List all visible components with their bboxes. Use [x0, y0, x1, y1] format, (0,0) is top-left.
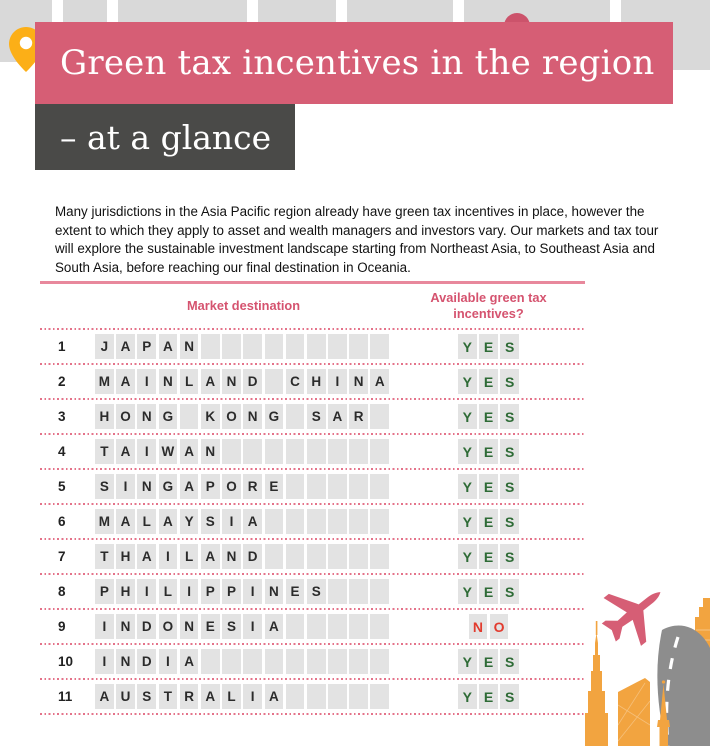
destination-tiles — [95, 369, 392, 394]
letter-tile — [370, 579, 389, 604]
answer-tiles — [392, 579, 585, 604]
letter-tile: A — [328, 404, 347, 429]
destination-tiles — [95, 334, 392, 359]
destination-tiles — [95, 649, 392, 674]
letter-tile: N — [243, 404, 262, 429]
title-banner — [35, 22, 673, 104]
letter-tile: N — [265, 579, 284, 604]
letter-tile: I — [159, 649, 178, 674]
table-row — [40, 470, 585, 503]
letter-tile — [349, 439, 368, 464]
letter-tile — [222, 439, 241, 464]
answer-letter-tile: S — [500, 369, 519, 394]
letter-tile: N — [137, 474, 156, 499]
row-divider — [40, 713, 585, 715]
answer-letter-tile: Y — [458, 544, 477, 569]
destination-tiles — [95, 509, 392, 534]
letter-tile: I — [222, 509, 241, 534]
answer-letter-tile: N — [469, 614, 488, 639]
letter-tile: R — [349, 404, 368, 429]
answer-letter-tile: S — [500, 509, 519, 534]
letter-tile: D — [243, 369, 262, 394]
destination-tiles — [95, 544, 392, 569]
letter-tile: N — [222, 544, 241, 569]
letter-tile: L — [159, 579, 178, 604]
letter-tile: A — [180, 474, 199, 499]
letter-tile: N — [180, 614, 199, 639]
letter-tile — [243, 439, 262, 464]
letter-tile — [349, 334, 368, 359]
letter-tile: I — [180, 579, 199, 604]
answer-tiles — [392, 474, 585, 499]
letter-tile: I — [137, 579, 156, 604]
letter-tile: I — [137, 369, 156, 394]
letter-tile: N — [349, 369, 368, 394]
letter-tile: A — [243, 509, 262, 534]
letter-tile: N — [222, 369, 241, 394]
letter-tile: A — [159, 334, 178, 359]
letter-tile: N — [116, 614, 135, 639]
letter-tile — [349, 649, 368, 674]
row-number: 10 — [58, 654, 74, 669]
letter-tile — [349, 474, 368, 499]
letter-tile — [328, 579, 347, 604]
answer-tiles — [392, 404, 585, 429]
letter-tile — [286, 474, 305, 499]
letter-tile — [222, 649, 241, 674]
table-row — [40, 365, 585, 398]
letter-tile — [328, 509, 347, 534]
letter-tile — [328, 544, 347, 569]
letter-tile: I — [116, 474, 135, 499]
letter-tile: I — [95, 614, 114, 639]
letter-tile — [307, 614, 326, 639]
row-number: 1 — [58, 339, 66, 354]
table-row — [40, 540, 585, 573]
answer-letter-tile: Y — [458, 579, 477, 604]
letter-tile — [370, 509, 389, 534]
row-number: 9 — [58, 619, 66, 634]
letter-tile — [201, 334, 220, 359]
answer-letter-tile: S — [500, 474, 519, 499]
destination-tiles — [95, 474, 392, 499]
answer-letter-tile: Y — [458, 684, 477, 709]
letter-tile — [307, 509, 326, 534]
letter-tile: T — [95, 439, 114, 464]
answer-letter-tile: E — [479, 474, 498, 499]
letter-tile: H — [116, 579, 135, 604]
intro-text: Many jurisdictions in the Asia Pacific region already have green tax incentives in place, however the extent to which they apply to asset and wealth managers and investors vary. Our markets and tax tour will explore the sustainable investment landscape starting from Northeast Asia, to Southeast Asia and South Asia, before reaching our final destination in Oceania. — [55, 204, 659, 275]
table-row — [40, 680, 585, 713]
letter-tile: N — [159, 369, 178, 394]
letter-tile: P — [201, 474, 220, 499]
city-skyline-graphic — [585, 621, 670, 746]
letter-tile — [328, 439, 347, 464]
page-title: Green tax incentives in the region — [60, 43, 655, 83]
letter-tile: A — [95, 684, 114, 709]
answer-letter-tile: Y — [458, 509, 477, 534]
destination-tiles — [95, 579, 392, 604]
answer-letter-tile: S — [500, 544, 519, 569]
answer-letter-tile: S — [500, 684, 519, 709]
letter-tile — [286, 649, 305, 674]
letter-tile: A — [116, 509, 135, 534]
letter-tile: P — [222, 579, 241, 604]
answer-letter-tile: E — [479, 334, 498, 359]
letter-tile — [243, 649, 262, 674]
letter-tile — [286, 334, 305, 359]
answer-letter-tile: S — [500, 649, 519, 674]
letter-tile: N — [116, 649, 135, 674]
table-row — [40, 330, 585, 363]
letter-tile: A — [116, 334, 135, 359]
letter-tile — [286, 544, 305, 569]
letter-tile — [349, 614, 368, 639]
letter-tile: H — [307, 369, 326, 394]
row-number: 2 — [58, 374, 66, 389]
letter-tile: O — [116, 404, 135, 429]
answer-letter-tile: E — [479, 439, 498, 464]
letter-tile: A — [180, 439, 199, 464]
letter-tile — [328, 614, 347, 639]
table-row — [40, 610, 585, 643]
letter-tile: E — [265, 474, 284, 499]
answer-tiles — [392, 509, 585, 534]
letter-tile — [370, 614, 389, 639]
table-row — [40, 400, 585, 433]
letter-tile: R — [243, 474, 262, 499]
answer-letter-tile: E — [479, 369, 498, 394]
letter-tile: H — [95, 404, 114, 429]
letter-tile: P — [137, 334, 156, 359]
row-number: 7 — [58, 549, 66, 564]
letter-tile — [265, 544, 284, 569]
letter-tile — [349, 544, 368, 569]
letter-tile — [286, 439, 305, 464]
letter-tile: I — [243, 614, 262, 639]
letter-tile: U — [116, 684, 135, 709]
answer-tiles — [392, 649, 585, 674]
letter-tile — [328, 474, 347, 499]
table-header-row — [40, 284, 585, 328]
letter-tile: I — [243, 579, 262, 604]
row-number: 3 — [58, 409, 66, 424]
letter-tile: L — [222, 684, 241, 709]
letter-tile — [307, 684, 326, 709]
letter-tile: N — [201, 439, 220, 464]
letter-tile: D — [137, 649, 156, 674]
answer-letter-tile: E — [479, 404, 498, 429]
letter-tile — [265, 334, 284, 359]
letter-tile: S — [307, 579, 326, 604]
letter-tile — [286, 404, 305, 429]
answer-letter-tile: Y — [458, 439, 477, 464]
letter-tile: P — [95, 579, 114, 604]
letter-tile: P — [201, 579, 220, 604]
letter-tile: N — [180, 334, 199, 359]
letter-tile: G — [265, 404, 284, 429]
letter-tile: T — [159, 684, 178, 709]
letter-tile: R — [180, 684, 199, 709]
corner-art — [575, 555, 710, 746]
letter-tile — [370, 474, 389, 499]
answer-tiles — [392, 369, 585, 394]
answer-letter-tile: Y — [458, 334, 477, 359]
table-row — [40, 645, 585, 678]
letter-tile: A — [265, 614, 284, 639]
letter-tile: A — [201, 369, 220, 394]
letter-tile: A — [116, 369, 135, 394]
letter-tile — [265, 509, 284, 534]
table-row — [40, 505, 585, 538]
letter-tile: A — [116, 439, 135, 464]
letter-tile — [265, 369, 284, 394]
table-row — [40, 435, 585, 468]
letter-tile — [370, 649, 389, 674]
market-table — [40, 281, 585, 715]
answer-letter-tile: E — [479, 544, 498, 569]
answer-letter-tile: E — [479, 649, 498, 674]
letter-tile — [307, 544, 326, 569]
destination-tiles — [95, 684, 392, 709]
letter-tile: I — [328, 369, 347, 394]
letter-tile: E — [286, 579, 305, 604]
market-table-body — [40, 330, 585, 715]
answer-letter-tile: Y — [458, 649, 477, 674]
letter-tile — [328, 649, 347, 674]
letter-tile: D — [137, 614, 156, 639]
letter-tile: I — [95, 649, 114, 674]
answer-letter-tile: Y — [458, 474, 477, 499]
letter-tile: I — [243, 684, 262, 709]
answer-tiles — [392, 544, 585, 569]
answer-letter-tile: E — [479, 579, 498, 604]
letter-tile: L — [180, 544, 199, 569]
answer-letter-tile: Y — [458, 404, 477, 429]
letter-tile — [243, 334, 262, 359]
row-number: 11 — [58, 689, 73, 704]
letter-tile: W — [159, 439, 178, 464]
letter-tile: O — [159, 614, 178, 639]
letter-tile — [222, 334, 241, 359]
letter-tile: S — [222, 614, 241, 639]
letter-tile: A — [201, 544, 220, 569]
letter-tile — [370, 684, 389, 709]
letter-tile — [349, 579, 368, 604]
letter-tile — [370, 334, 389, 359]
letter-tile: I — [137, 439, 156, 464]
letter-tile: N — [137, 404, 156, 429]
letter-tile: S — [307, 404, 326, 429]
letter-tile — [328, 684, 347, 709]
letter-tile — [370, 544, 389, 569]
letter-tile — [180, 404, 199, 429]
column-header-incentives: Available green tax incentives? — [430, 290, 547, 321]
answer-letter-tile: E — [479, 684, 498, 709]
answer-letter-tile: S — [500, 579, 519, 604]
letter-tile — [349, 684, 368, 709]
letter-tile — [265, 439, 284, 464]
letter-tile — [201, 649, 220, 674]
letter-tile: D — [243, 544, 262, 569]
letter-tile: A — [265, 684, 284, 709]
letter-tile — [286, 684, 305, 709]
letter-tile: S — [95, 474, 114, 499]
row-number: 4 — [58, 444, 66, 459]
letter-tile: M — [95, 509, 114, 534]
letter-tile: S — [201, 509, 220, 534]
letter-tile: G — [159, 404, 178, 429]
subtitle-banner — [35, 104, 295, 170]
letter-tile: L — [180, 369, 199, 394]
destination-tiles — [95, 404, 392, 429]
answer-letter-tile: S — [500, 334, 519, 359]
table-row — [40, 575, 585, 608]
answer-tiles — [392, 334, 585, 359]
answer-letter-tile: O — [490, 614, 509, 639]
answer-tiles — [392, 614, 585, 639]
letter-tile: A — [370, 369, 389, 394]
letter-tile — [307, 474, 326, 499]
letter-tile — [307, 649, 326, 674]
letter-tile — [265, 649, 284, 674]
letter-tile: T — [95, 544, 114, 569]
letter-tile: L — [137, 509, 156, 534]
letter-tile — [307, 439, 326, 464]
letter-tile: O — [222, 474, 241, 499]
letter-tile — [307, 334, 326, 359]
row-number: 8 — [58, 584, 66, 599]
letter-tile: M — [95, 369, 114, 394]
row-number: 6 — [58, 514, 66, 529]
letter-tile: A — [159, 509, 178, 534]
letter-tile — [349, 509, 368, 534]
answer-letter-tile: S — [500, 404, 519, 429]
page-subtitle: – at a glance — [60, 117, 272, 157]
letter-tile: G — [159, 474, 178, 499]
letter-tile: Y — [180, 509, 199, 534]
letter-tile: A — [201, 684, 220, 709]
letter-tile — [328, 334, 347, 359]
letter-tile: K — [201, 404, 220, 429]
letter-tile — [370, 404, 389, 429]
destination-tiles — [95, 614, 392, 639]
letter-tile: H — [116, 544, 135, 569]
column-header-destination: Market destination — [186, 298, 301, 313]
letter-tile: C — [286, 369, 305, 394]
answer-tiles — [392, 684, 585, 709]
letter-tile: A — [137, 544, 156, 569]
letter-tile — [370, 439, 389, 464]
letter-tile: O — [222, 404, 241, 429]
letter-tile: S — [137, 684, 156, 709]
letter-tile: E — [201, 614, 220, 639]
answer-letter-tile: Y — [458, 369, 477, 394]
answer-letter-tile: S — [500, 439, 519, 464]
letter-tile — [286, 509, 305, 534]
destination-tiles — [95, 439, 392, 464]
letter-tile: J — [95, 334, 114, 359]
letter-tile: A — [180, 649, 199, 674]
row-number: 5 — [58, 479, 66, 494]
answer-letter-tile: E — [479, 509, 498, 534]
letter-tile — [286, 614, 305, 639]
answer-tiles — [392, 439, 585, 464]
letter-tile: I — [159, 544, 178, 569]
